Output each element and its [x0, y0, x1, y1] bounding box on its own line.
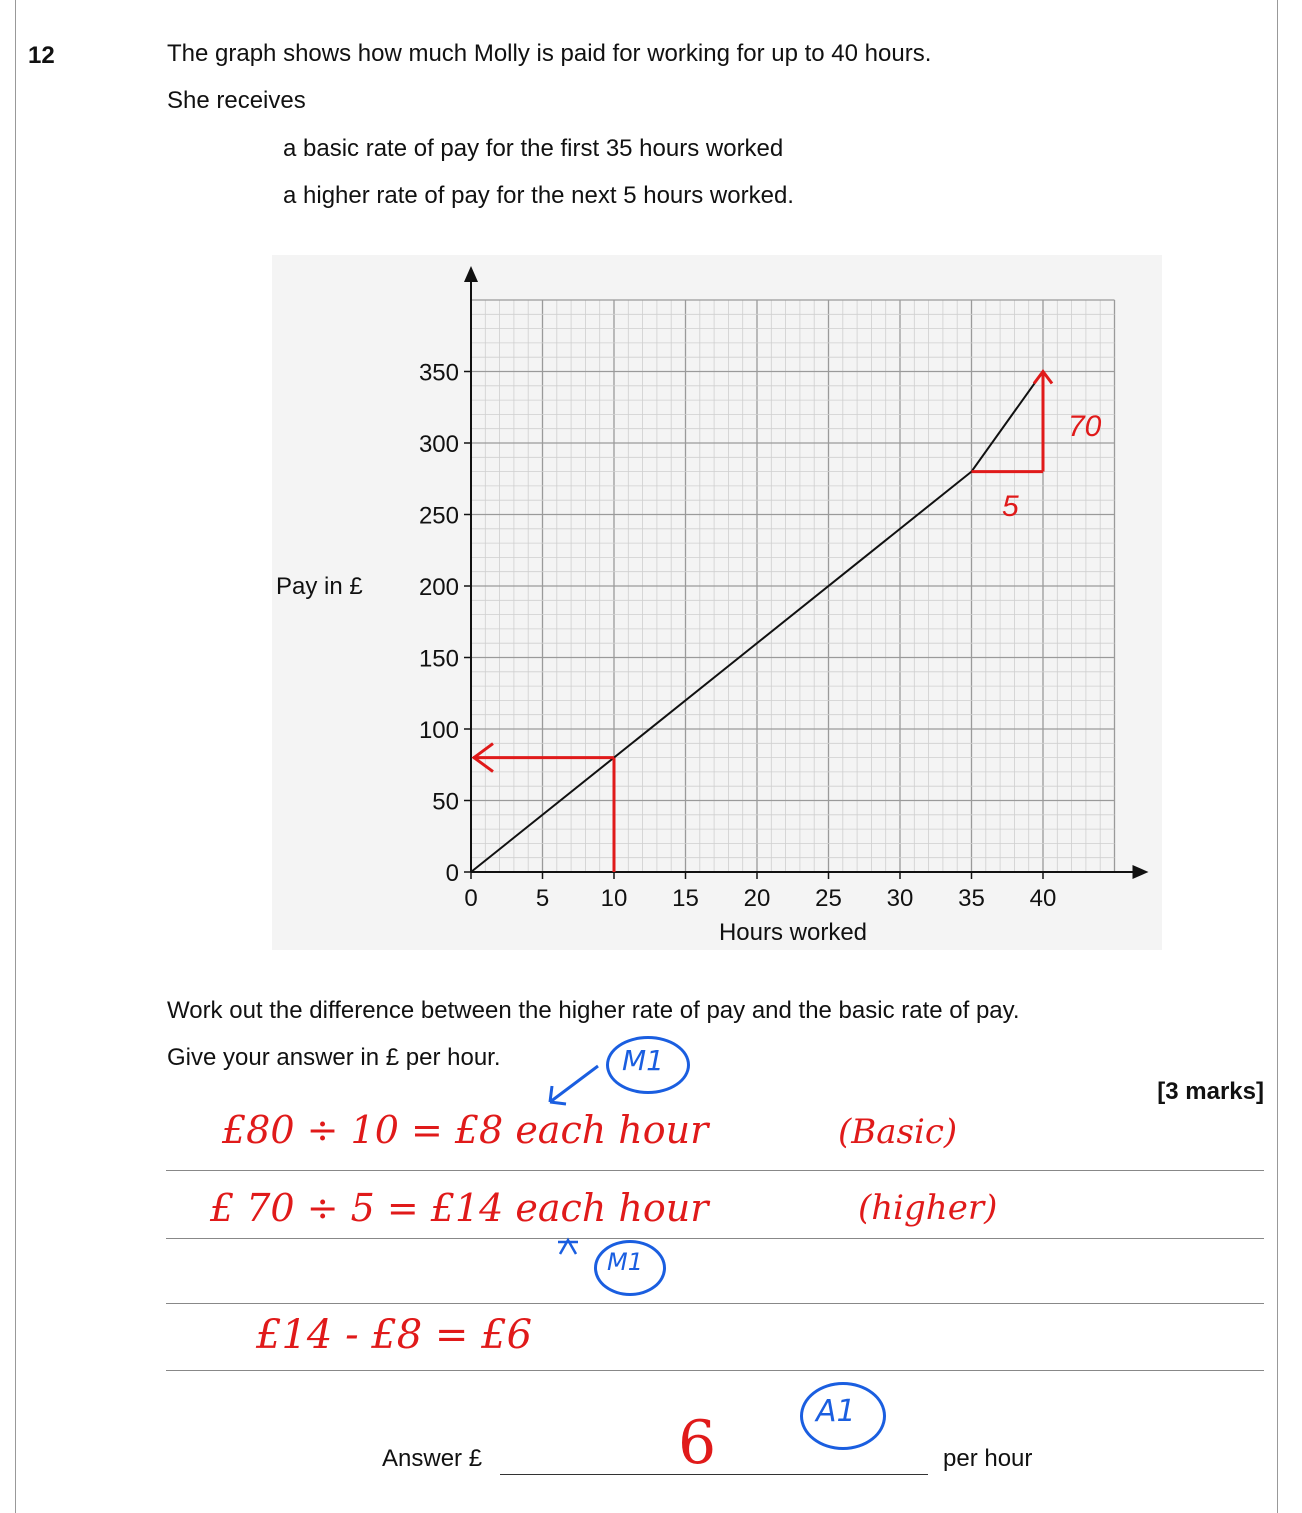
answer-rule-3 [166, 1303, 1264, 1304]
x-tick-label: 5 [535, 885, 550, 912]
y-tick-label: 150 [418, 645, 459, 673]
question-receives: She receives [167, 87, 306, 114]
answer-rule-4 [166, 1370, 1264, 1371]
y-tick-label: 0 [445, 860, 459, 887]
prompt-difference: Work out the difference between the higher rate of pay and the basic rate of pay. [167, 997, 1020, 1024]
working-line-1: £80 ÷ 10 = £8 each hour [222, 1108, 709, 1152]
working-line-1-note: (Basic) [838, 1112, 958, 1152]
answer-rule-1 [166, 1170, 1264, 1171]
y-tick-label: 350 [418, 359, 459, 387]
mark-label-3: A1 [816, 1394, 856, 1429]
y-tick-label: 250 [418, 502, 459, 530]
x-tick-label: 40 [1029, 885, 1057, 912]
bullet-higher-rate: a higher rate of pay for the next 5 hours worked. [283, 182, 794, 209]
working-line-3: £14 - £8 = £6 [256, 1312, 533, 1358]
y-tick-label: 200 [418, 574, 459, 601]
x-tick-label: 35 [958, 885, 985, 912]
x-tick-label: 10 [600, 885, 628, 912]
x-tick-label: 20 [743, 885, 771, 912]
y-axis-label: Pay in £ [276, 573, 363, 600]
answer-label: Answer £ [382, 1445, 483, 1472]
graph-grid [471, 300, 1115, 872]
question-number: 12 [28, 42, 55, 69]
marks-label: [3 marks] [1157, 1078, 1264, 1105]
mark-label-1: M1 [622, 1044, 664, 1077]
x-axis-label: Hours worked [718, 919, 868, 946]
caret-icon [556, 1234, 586, 1264]
graph-run-annotation: 5 [1002, 490, 1019, 523]
answer-rule-2 [166, 1238, 1264, 1239]
final-answer: 6 [678, 1408, 717, 1478]
question-intro: The graph shows how much Molly is paid for working for up to 40 hours. [167, 40, 932, 67]
prompt-units: Give your answer in £ per hour. [167, 1044, 501, 1071]
x-tick-label: 0 [464, 885, 478, 912]
y-tick-label: 100 [418, 717, 459, 744]
x-tick-label: 15 [672, 885, 699, 912]
y-tick-label: 50 [432, 788, 459, 816]
answer-unit: per hour [943, 1445, 1033, 1472]
x-tick-label: 25 [815, 885, 842, 912]
working-line-2: £ 70 ÷ 5 = £14 each hour [210, 1186, 709, 1230]
working-line-2-note: (higher) [858, 1188, 998, 1228]
mark-label-2: M1 [607, 1248, 643, 1276]
graph-rise-annotation: 70 [1068, 410, 1102, 443]
y-tick-label: 300 [418, 431, 459, 458]
bullet-basic-rate: a basic rate of pay for the first 35 hours worked [283, 135, 784, 162]
x-tick-label: 30 [886, 885, 914, 912]
